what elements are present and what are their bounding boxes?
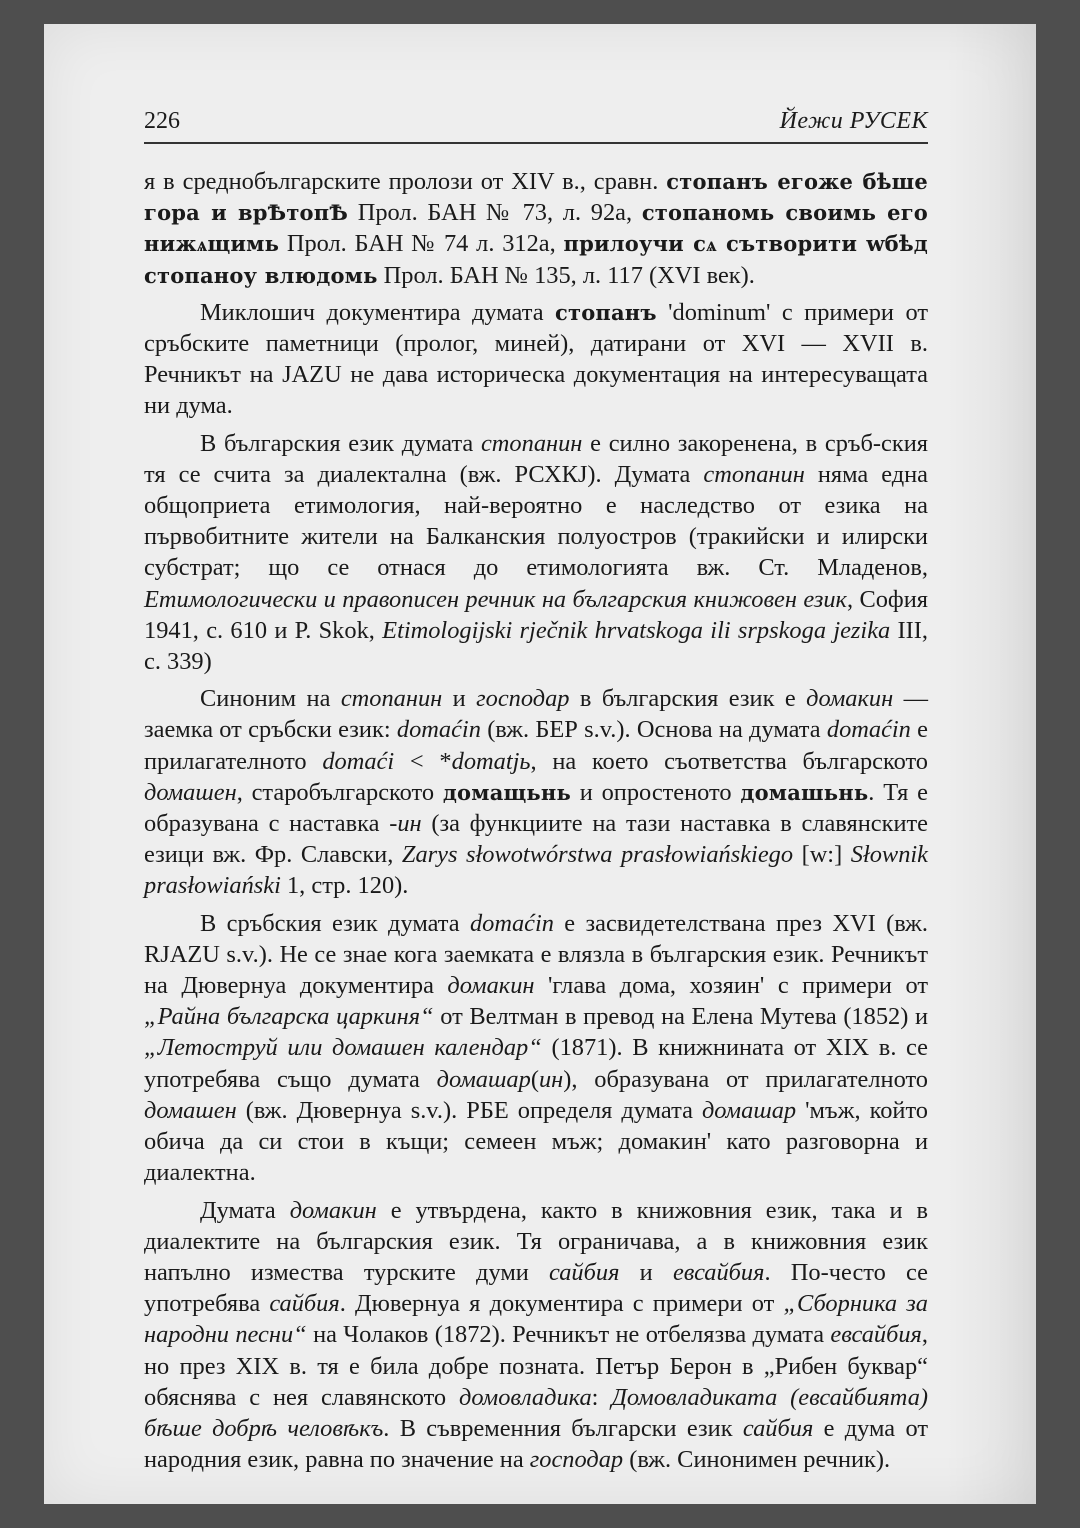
text-run: , София 1941, с. 610 и Р. Skok, — [144, 585, 928, 644]
text-run: от Велтман в превод на Елена Мутева (1852) и — [433, 1003, 928, 1031]
italic-term: домакин — [806, 685, 894, 713]
italic-term: domaći — [322, 747, 395, 775]
text-run: ( — [530, 1065, 539, 1093]
italic-term: домовладика — [459, 1383, 592, 1411]
old-script-citation: стопаномь своимь его нижѧщимь — [144, 200, 929, 257]
italic-term: „Сборника за народни песни“ — [144, 1290, 929, 1349]
text-run: — заемка от сръбски език: — [144, 685, 929, 744]
text-run: няма една общоприета етимология, най-вероятно е наследство от езика на първобитните жители на Балканския полуостров (тракийски и илирски субстрат; що се отнася до етимологията вж. Ст. Младенов, — [144, 460, 928, 582]
text-run: . Дювернуа я документира с примери от — [339, 1290, 784, 1318]
italic-term: domaćin — [469, 909, 554, 937]
text-run: (вж. Дювернуа s.v.). РБЕ определя думата — [236, 1096, 702, 1124]
italic-term: домашар — [436, 1065, 531, 1093]
paragraph — [144, 166, 928, 291]
page-number: 226 — [144, 108, 180, 134]
italic-term: ин — [538, 1065, 564, 1093]
text-run: е засвидетелствана през XVI (вж. RJAZU s.v.). Не се знае кога заемката е влязла в българския език. Речникът на Дювернуа документира — [144, 909, 928, 1000]
italic-term: Etimologijski rječnik hrvatskoga ili srpskoga jezika — [382, 616, 891, 644]
text-run: . В съвременния български език — [383, 1414, 743, 1442]
text-run: е прилагателното — [144, 716, 928, 775]
text-run: III, с. 339) — [144, 616, 928, 676]
text-run: 'мъж, който обича да си стои в къщи; семеен мъж; домакин' като разговорна и диалектна. — [144, 1096, 928, 1187]
text-run: , на което съответства българското — [530, 747, 928, 775]
text-run: и — [619, 1258, 673, 1286]
italic-term: domaćin — [396, 716, 481, 744]
text-run: е утвърдена, както в книжовния език, така и в диалектите на българския език. Тя ограничава, а в книжовния език напълно измества турските думи — [144, 1196, 929, 1286]
italic-term: domaćin — [826, 716, 911, 744]
italic-term: домашен — [144, 1096, 237, 1124]
text-run: (вж. Синонимен речник). — [623, 1446, 891, 1474]
italic-term: Домовладиката (евсайбията) бѣше добрѣ человѣкъ — [144, 1383, 929, 1442]
italic-term: стопанин — [703, 460, 805, 488]
paragraph — [144, 683, 928, 901]
italic-term: „Летоструй или домашен календар“ — [144, 1034, 542, 1062]
italic-term: домакин — [447, 972, 535, 1000]
old-script-citation: стопанъ егоже бѣше гора и врѢтопѢ — [144, 169, 928, 226]
text-run: , но през XIX в. тя е била добре позната. Петър Берон в „Рибен буквар“ обяснява с нея славянското — [144, 1321, 928, 1411]
old-script-citation: домашьнь — [740, 779, 869, 805]
italic-term: стопанин — [480, 429, 583, 457]
italic-term: домашен — [144, 778, 237, 806]
text-run: ), образувана от прилагателното — [563, 1065, 928, 1093]
italic-term: -ин — [389, 810, 422, 838]
old-script-citation: прилоучи сѧ сътворити wбѣд стопаноу влюдомь — [144, 231, 928, 288]
text-run: я в среднобългарските пролози от XIV в., сравн. — [144, 168, 667, 195]
text-run: Миклошич документира думата — [200, 298, 555, 326]
text-run: и — [442, 685, 477, 713]
italic-term: домакин — [289, 1196, 377, 1224]
italic-term: domatjь — [451, 747, 531, 775]
text-run: (вж. БЕР s.v.). Основа на думата — [480, 716, 827, 744]
text-run: (за функциите на тази наставка в славянските езици вж. Фр. Славски, — [144, 810, 928, 869]
italic-term: „Райна българска царкиня“ — [144, 1003, 434, 1031]
italic-term: стопанин — [340, 685, 443, 713]
text-run: Прол. БАН № 74 л. 312а, — [279, 230, 564, 258]
paragraph — [144, 428, 928, 678]
text-run: е силно закоренена, в сръб-ския тя се счита за диалектална (вж. РСХКЈ). Думата — [144, 429, 929, 488]
old-script-citation: домащьнь — [442, 779, 571, 805]
text-run: 'dominum' с примери от сръбските паметници (пролог, миней), датирани от XVI — XVII в. Речникът на JAZU не дава историческа документация на интересуващата ни дума. — [144, 298, 928, 420]
text-run: < * — [394, 747, 452, 775]
text-run: , старобългарското — [236, 778, 443, 806]
text-run: В българския език думата — [200, 429, 481, 457]
text-run: Прол. БАН № 73, л. 92а, — [348, 199, 642, 227]
text-run: 'глава дома, хозяин' с примери от — [534, 972, 928, 1000]
text-run: В сръбския език думата — [200, 909, 470, 937]
header-rule — [144, 142, 928, 144]
italic-term: евсайбия — [672, 1258, 765, 1286]
italic-term: евсайбия — [830, 1321, 922, 1349]
text-run: . Тя е образувана с наставка — [144, 778, 929, 838]
text-run: на Чолаков (1872). Речникът не отбелязва думата — [306, 1321, 831, 1349]
text-run: . По-често се употребява — [144, 1258, 928, 1318]
italic-term: сайбия — [742, 1414, 814, 1442]
text-run: в българския език е — [569, 685, 807, 713]
paragraph — [144, 297, 928, 422]
text-run: Думата — [200, 1196, 290, 1224]
italic-term: господар — [529, 1446, 624, 1474]
italic-term: Етимологически и правописен речник на българския книжовен език — [144, 585, 847, 613]
text-run: : — [591, 1383, 612, 1411]
italic-term: домашар — [701, 1096, 797, 1124]
text-run: е дума от народния език, равна по значение на — [144, 1414, 928, 1474]
italic-term: сайбия — [269, 1290, 340, 1318]
text-run: Синоним на — [200, 685, 341, 713]
italic-term: сайбия — [549, 1258, 620, 1286]
text-run: (1871). В книжнината от XIX в. се употребява също думата — [144, 1034, 928, 1093]
article-body — [144, 166, 928, 1475]
italic-term: Słownik prasłowiański — [144, 841, 928, 900]
paragraph — [144, 908, 928, 1189]
paragraph — [144, 1195, 928, 1476]
text-run: [w:] — [793, 841, 851, 869]
text-run: и опростеното — [570, 778, 741, 806]
italic-term: Zarys słowotwórstwa prasłowiańskiego — [401, 841, 794, 869]
text-run: 1, стр. 120). — [280, 872, 409, 900]
italic-term: господар — [476, 685, 570, 713]
running-head-author: Йежи РУСЕК — [779, 108, 928, 134]
text-run: Прол. БАН № 135, л. 117 (XVI век). — [377, 261, 755, 289]
old-script-citation: стопанъ — [555, 299, 657, 325]
